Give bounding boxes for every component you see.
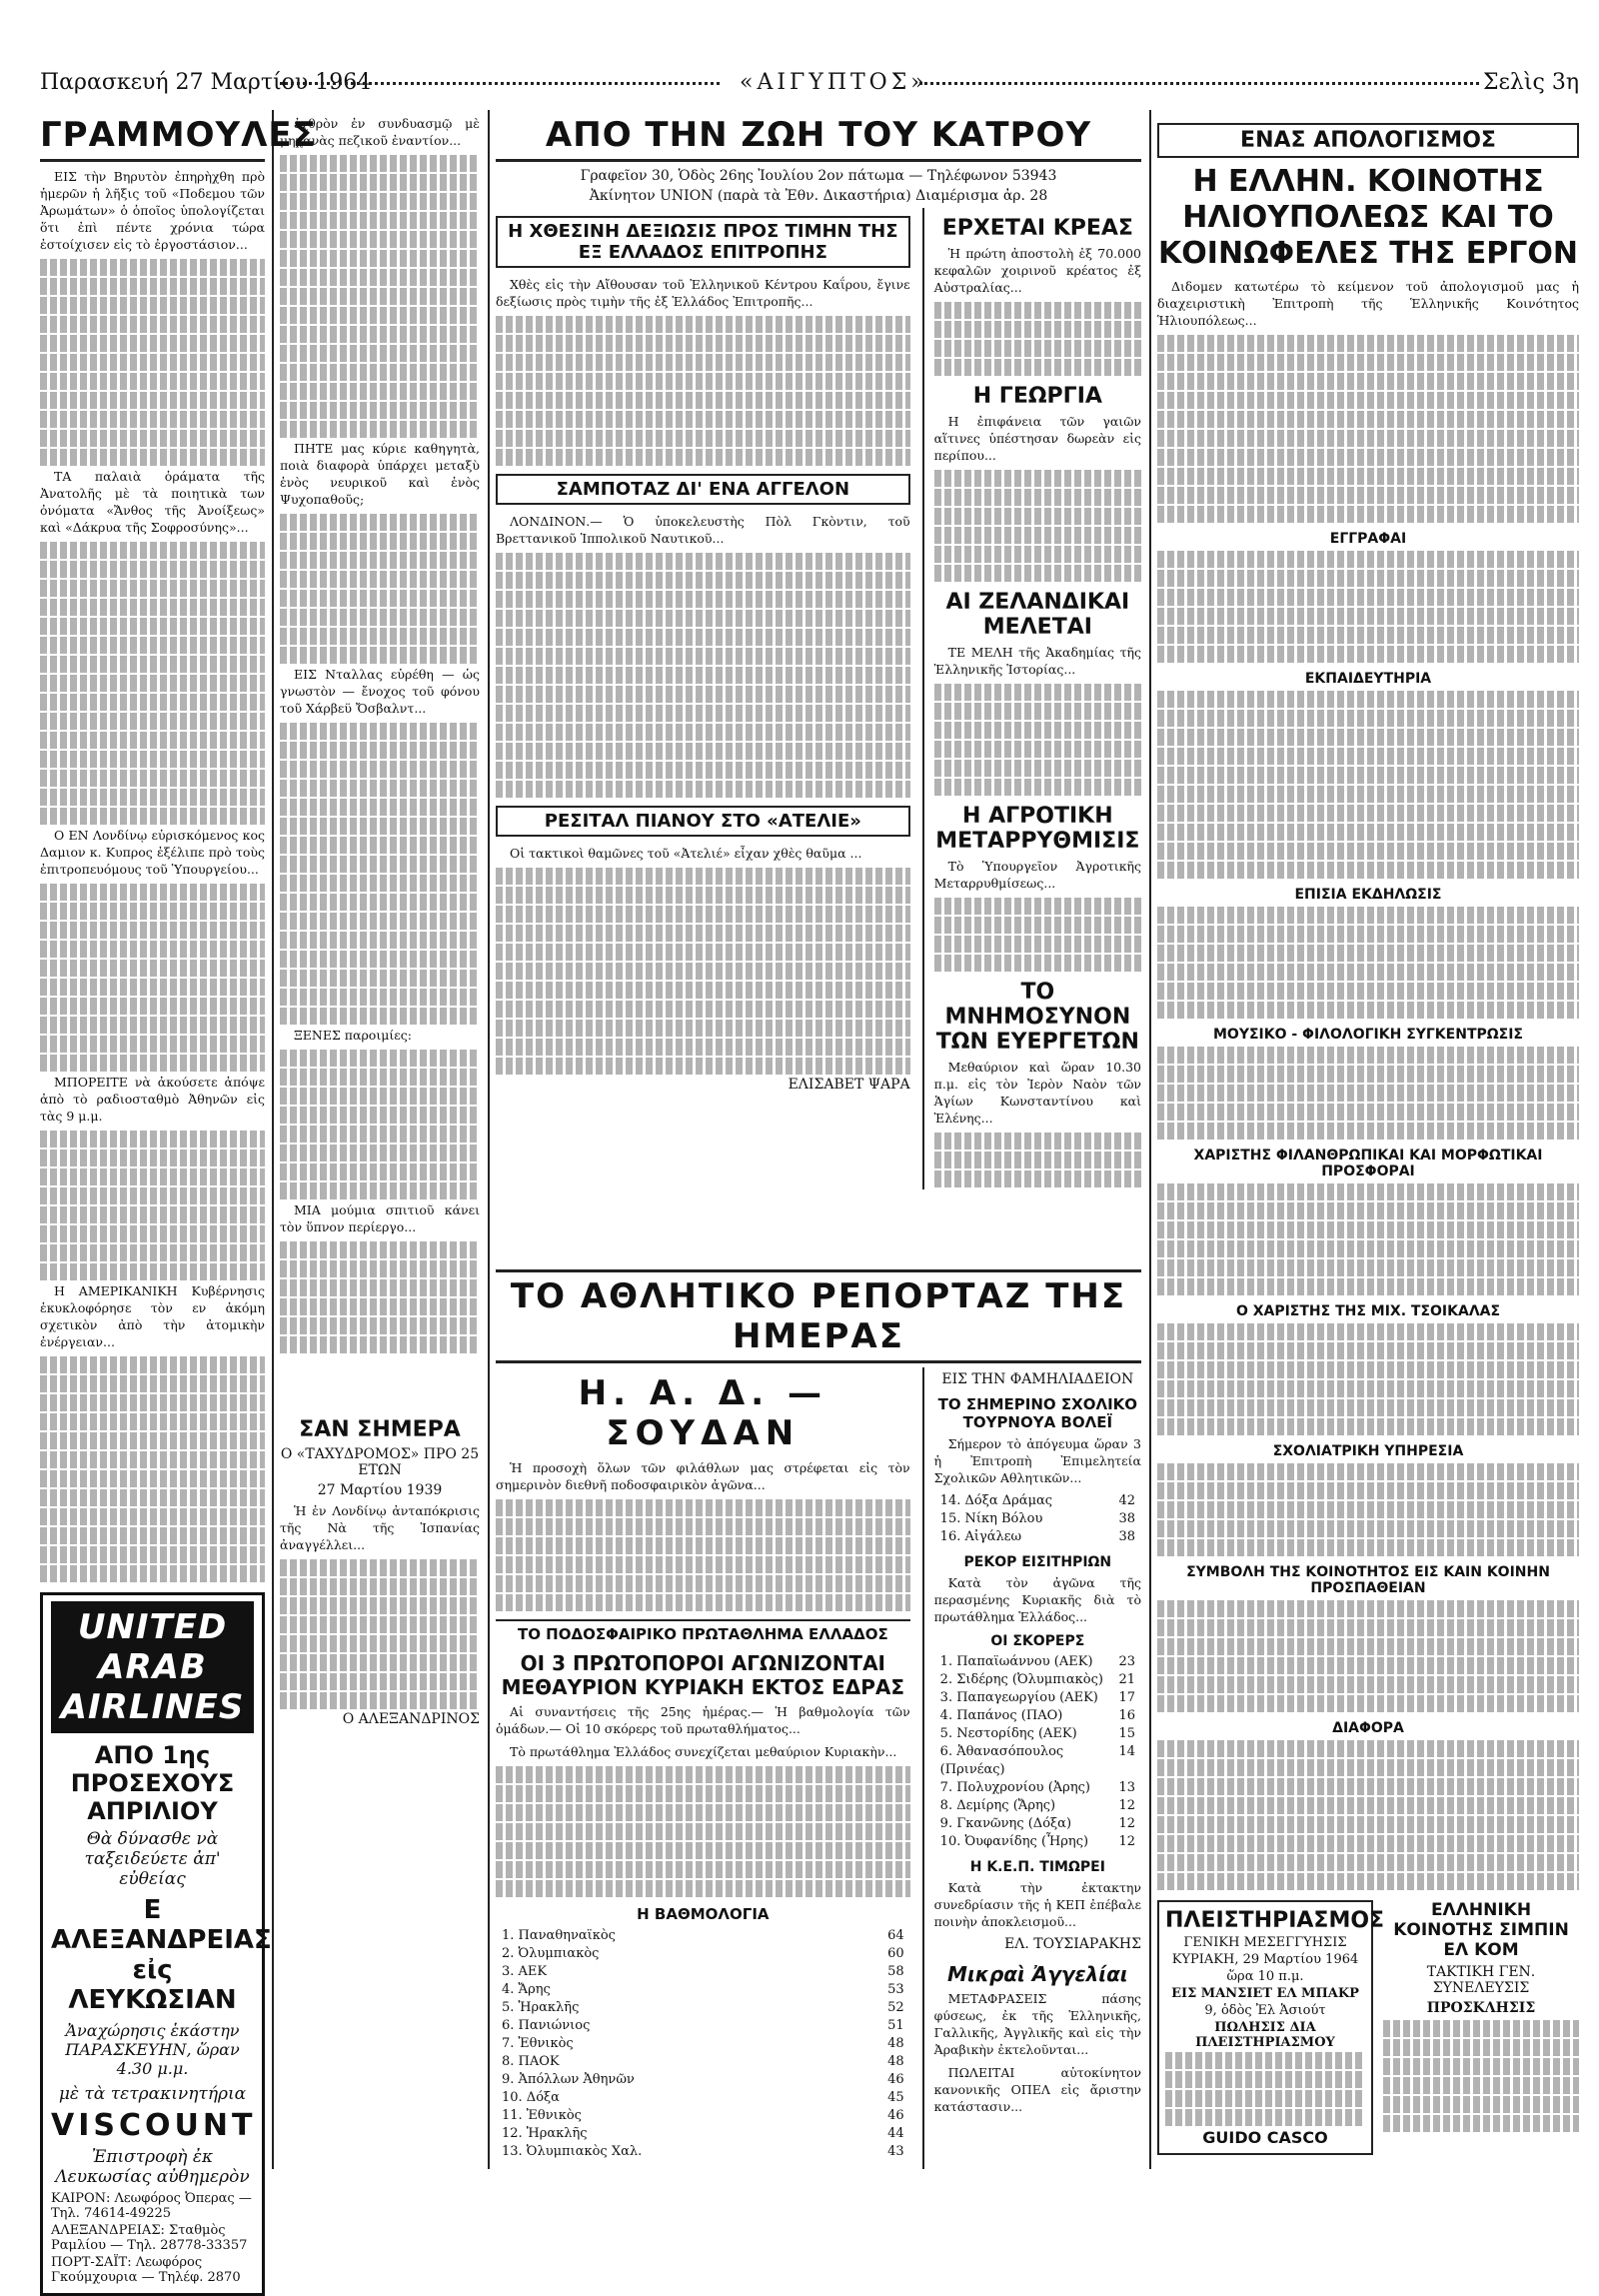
team-name: 5. Ἠρακλῆς (502, 2000, 580, 2015)
points-value: 38 (1118, 1529, 1135, 1544)
team-name: 1. Παναθηναϊκὸς (502, 1928, 616, 1943)
points-value: 12 (1118, 1798, 1135, 1813)
office-address: Γραφεῖον 30, Ὁδὸς 26ης Ἰουλίου 2ον πάτωμα — Τηλέφωνον 53943 (580, 168, 1057, 184)
section-heading: ΑΠΟ ΤΗΝ ΖΩΗ ΤΟΥ ΚΑΤΡΟΥ (496, 115, 1141, 162)
ad-line: Θὰ δύνασθε νὰ ταξειδεύετε ἀπ' εὐθείας (84, 1829, 221, 1889)
table-row (934, 1725, 1141, 1743)
author-signature: ΕΛΙΣΑΒΕΤ ΨΑΡΑ (788, 1077, 910, 1093)
auction-address: 9, ὁδὸς Ἐλ Ἀσιούτ (1204, 2003, 1326, 2018)
airline-advertisement (40, 1592, 272, 2296)
team-name: 4. Ἄρης (502, 1982, 551, 1997)
column-6 (1157, 115, 1579, 2164)
auctioneer-name: GUIDO CASCO (1202, 2128, 1328, 2147)
team-name: 15. Νίκη Βόλου (939, 1511, 1043, 1526)
points-value: 43 (887, 2144, 904, 2159)
points-value: 42 (1118, 1493, 1135, 1508)
section-heading: ΕΝΑΣ ΑΠΟΛΟΓΙΣΜΟΣ (1157, 123, 1579, 158)
column-rule (272, 110, 274, 2169)
article-paragraph: Ἡ πρώτη ἀποστολὴ ἐξ 70.000 κεφαλῶν χοιρινοῦ κρέατος ἐξ Αὐστραλίας... (933, 246, 1141, 295)
article-heading: ΡΕΚΟΡ ΕΙΣΙΤΗΡΙΩΝ (963, 1554, 1112, 1570)
team-name: 13. Ὀλυμπιακὸς Χαλ. (502, 2144, 643, 2159)
page-number: Σελὶς 3η (1482, 70, 1579, 95)
points-value: 12 (1118, 1834, 1135, 1849)
points-value: 60 (887, 1946, 904, 1961)
points-value: 45 (887, 2090, 904, 2105)
team-name: 6. Πανιώνιος (502, 2018, 591, 2033)
standings-table-continued (934, 1492, 1141, 1546)
team-name: 11. Ἐθνικὸς (502, 2108, 582, 2123)
auction-title: ΠΛΕΙΣΤΗΡΙΑΣΜΟΣ (1165, 1908, 1385, 1933)
points-value: 48 (887, 2036, 904, 2051)
article-heading: ΣΑΜΠΟΤΑΖ ΔΙ' ΕΝΑ ΑΓΓΕΛΟΝ (496, 474, 910, 505)
subsection-heading: ΜΟΥΣΙΚΟ - ΦΙΛΟΛΟΓΙΚΗ ΣΥΓΚΕΝΤΡΩΣΙΣ (1212, 1027, 1523, 1043)
article-heading: Η ΑΓΡΟΤΙΚΗ ΜΕΤΑΡΡΥΘΜΙΣΙΣ (935, 804, 1140, 854)
table-row (496, 2143, 910, 2161)
article-heading: ΑΙ ΖΕΛΑΝΔΙΚΑΙ ΜΕΛΕΤΑΙ (945, 590, 1130, 640)
section-tag: Ο «ΤΑΧΥΔΡΟΜΟΣ» ΠΡΟ 25 ΕΤΩΝ (280, 1446, 480, 1478)
subsection-heading: ΣΧΟΛΙΑΤΡΙΚΗ ΥΠΗΡΕΣΙΑ (1272, 1443, 1464, 1459)
article-paragraph: ΜΠΟΡΕΙΤΕ νὰ ἀκούσετε ἀπόψε ἀπὸ τὸ ραδιοσταθμὸ Ἀθηνῶν εἰς τὰς 9 μ.μ. (40, 1075, 265, 1124)
article-paragraph: Ο ΕΝ Λονδίνῳ εὐρισκόμενος κος Δαμιον κ. Κυπρος ἐξέλιπε πρὸ τοὺς ἐπιτροπευόμους τοῦ Ὑπουργείου... (40, 828, 265, 877)
team-name: 9. Ἀπόλλων Ἀθηνῶν (502, 2072, 635, 2087)
table-row (934, 1743, 1141, 1779)
table-row (496, 1945, 910, 1963)
points-value: 46 (887, 2108, 904, 2123)
article-paragraph: Διδομεν κατωτέρω τὸ κείμενον τοῦ ἀπολογισμοῦ μας ἡ διαχειριστικὴ Ἐπιτροπὴ τῆς Ἑλληνικῆς Κοινότητος Ἡλιουπόλεως... (1157, 279, 1579, 328)
standings-table (496, 1927, 910, 2161)
ad-contact: ΠΟΡΤ-ΣΑΪΤ: Λεωφόρος Γκούμχουρια — Τηλέφ. 2870 (51, 2255, 241, 2285)
scorers-table (934, 1653, 1141, 1851)
article-paragraph: ΕΙΣ τὴν Βηρυτὸν ἐπηρὴχθη πρὸ ἡμερῶν ἡ λῆξις τοῦ «Ποδεμου τῶν Ἀρωμάτων» ὁ ὁποῖος ὑπολογίζεται ὅτι ἐπὶ πέντε χρόνια τώρα ἐστοίχισεν εἰς τὸ ἐργοστάσιον... (40, 169, 265, 252)
team-name: 10. Δόξα (502, 2090, 560, 2105)
team-name: 14. Δόξα Δράμας (939, 1493, 1053, 1508)
article-heading: ΟΙ ΣΚΟΡΕΡΣ (990, 1633, 1085, 1649)
table-row (496, 1981, 910, 1999)
article-paragraph: ΞΕΝΕΣ παροιμίες: (294, 1028, 412, 1043)
auction-notice (1157, 1900, 1385, 2155)
article-paragraph: Κατὰ τὸν ἀγῶνα τῆς περασμένης Κυριακῆς διὰ τὸ πρωτάθλημα Ἑλλάδος... (933, 1575, 1141, 1624)
ad-line: Ἐπιστροφὴ ἐκ Λευκωσίας αὐθημερὸν (55, 2147, 250, 2187)
table-row (496, 1927, 910, 1945)
article-paragraph: Οἱ τακτικοὶ θαμῶνες τοῦ «Ἀτελιέ» εἶχαν χθὲς θαῦμα ... (510, 846, 862, 861)
points-value: 17 (1118, 1690, 1135, 1705)
cairo-life-section (496, 115, 1141, 1264)
section-heading: ΣΑΝ ΣΗΜΕΡΑ (299, 1417, 461, 1442)
article-heading: ΤΟ ΜΝΗΜΟΣΥΝΟΝ ΤΩΝ ΕΥΕΡΓΕΤΩΝ (935, 980, 1139, 1055)
ad-contact: ΑΛΕΞΑΝΔΡΕΙΑΣ: Σταθμὸς Ραμλίου — Τηλ. 28778-33357 (51, 2223, 248, 2253)
table-row (934, 1815, 1141, 1833)
points-value: 52 (887, 2000, 904, 2015)
subsection-heading: ΔΙΑΦΟΡΑ (1332, 1720, 1404, 1736)
article-paragraph: ΕΙΣ Νταλλας εὑρέθη — ὡς γνωστὸν — ἔνοχος τοῦ φόνου τοῦ Χάρβεϋ Ὄσβαλντ... (280, 667, 480, 716)
table-row (496, 2125, 910, 2143)
issue-date: Παρασκευή 27 Μαρτίου 1964 (40, 70, 372, 95)
table-row (934, 1797, 1141, 1815)
table-row (496, 2017, 910, 2035)
article-heading: ΤΟ ΠΟΔΟΣΦΑΙΡΙΚΟ ΠΡΩΤΑΘΛΗΜΑ ΕΛΛΑΔΟΣ (496, 1619, 910, 1643)
team-name: 16. Αἰγάλεω (939, 1529, 1022, 1544)
team-name: 6. Ἀθανασόπουλος (Πρινέας) (939, 1744, 1064, 1777)
divider-dots (919, 82, 1479, 85)
article-heading: ΡΕΣΙΤΑΛ ΠΙΑΝΟΥ ΣΤΟ «ΑΤΕΛΙΕ» (496, 806, 910, 837)
points-value: 13 (1118, 1780, 1135, 1795)
points-value: 53 (887, 1982, 904, 1997)
team-name: 8. Δεμίρης (Ἄρης) (939, 1798, 1056, 1813)
article-paragraph: ΠΗΤΕ μας κύριε καθηγητὰ, ποιὰ διαφορὰ ὑπάρχει μεταξὺ ἐνὸς νευρικοῦ καὶ ἐνὸς Ψυχοπαθοῦς; (280, 441, 480, 507)
paper-name: «ΑΙΓΥΠΤΟΣ» (740, 70, 928, 95)
subsection-heading: Ο ΧΑΡΙΣΤΗΣ ΤΗΣ ΜΙΧ. ΤΣΟΙΚΑΛΑΣ (1235, 1303, 1501, 1319)
team-name: 2. Σιδέρης (Ὀλυμπιακὸς) (939, 1672, 1103, 1687)
subsection-heading: ΕΓΓΡΑΦΑΙ (1329, 531, 1407, 547)
table-row (496, 2089, 910, 2107)
table-row (934, 1833, 1141, 1851)
points-value: 46 (887, 2072, 904, 2087)
team-name: 10. Ὀυφανίδης (Ἦρης) (939, 1834, 1089, 1849)
table-row (496, 2035, 910, 2053)
auction-time: ὥρα 10 π.μ. (1226, 1969, 1304, 1984)
article-paragraph: ΛΟΝΔΙΝΟΝ.— Ὁ ὑποκελευστὴς Πὸλ Γκὸντιν, τοῦ Βρεττανικοῦ Ἱππολικοῦ Ναυτικοῦ... (496, 514, 910, 546)
points-value: 64 (887, 1928, 904, 1943)
article-paragraph: ΤΕ ΜΕΛΗ τῆς Ἀκαδημίας τῆς Ἑλληνικῆς Ἱστορίας... (933, 645, 1141, 677)
subsection-heading: ΣΥΜΒΟΛΗ ΤΗΣ ΚΟΙΝΟΤΗΤΟΣ ΕΙΣ ΚΑΙΝ ΚΟΙΝΗΝ ΠΡΟΣΠΑΘΕΙΑΝ (1186, 1564, 1550, 1596)
article-paragraph: Κατὰ τὴν ἐκτακτην συνεδρίασιν τῆς ἡ ΚΕΠ ἐπέβαλε ποινὴν ἀποκλεισμοῦ... (933, 1880, 1141, 1929)
ad-route: Ε ΑΛΕΞΑΝΔΡΕΙΑΣ εἰς ΛΕΥΚΩΣΙΑΝ (51, 1895, 272, 2015)
team-name: 7. Πολυχρονίου (Ἀρης) (939, 1780, 1090, 1795)
ad-aircraft: VISCOUNT (51, 2108, 257, 2143)
article-heading: Η ΧΘΕΣΙΝΗ ΔΕΞΙΩΣΙΣ ΠΡΟΣ ΤΙΜΗΝ ΤΗΣ ΕΞ ΕΛΛΑΔΟΣ ΕΠΙΤΡΟΠΗΣ (496, 216, 910, 268)
section-date: 27 Μαρτίου 1939 (317, 1482, 443, 1498)
ad-start-date: ΑΠΟ 1ης ΠΡΟΣΕΧΟΥΣ ΑΠΡΙΛΙΟΥ (70, 1741, 235, 1825)
team-name: 8. ΠΑΟΚ (502, 2054, 560, 2069)
points-value: 12 (1118, 1816, 1135, 1831)
article-paragraph: Η ΑΜΕΡΙΚΑΝΙΚΗ Κυβέρνησις ἐκυκλοφόρησε τὸν εν ἀκόμη σχετικὸν ἀπὸ τὴν ἀτομικὴν ἐνέργειαν... (40, 1283, 265, 1349)
table-row (934, 1510, 1141, 1528)
team-name: 7. Ἐθνικὸς (502, 2036, 574, 2051)
team-name: 5. Νεστορίδης (ΑΕΚ) (939, 1726, 1077, 1741)
sports-section (496, 1269, 1141, 2169)
article-paragraph: Η ἐπιφάνεια τῶν γαιῶν αἵτινες ὑπέστησαν δωρεὰν εἰς περίπου... (933, 414, 1141, 463)
article-heading: ΟΙ 3 ΠΡΩΤΟΠΟΡΟΙ ΑΓΩΝΙΖΟΝΤΑΙ ΜΕΘΑΥΡΙΟΝ ΚΥΡΙΑΚΗ ΕΚΤΟΣ ΕΔΡΑΣ (501, 1651, 905, 1699)
match-heading: Η. Α. Δ. — ΣΟΥΔΑΝ (578, 1373, 827, 1453)
points-value: 51 (887, 2018, 904, 2033)
classified-ad: ΠΩΛΕΙΤΑΙ αὐτοκίνητον κανονικῆς ΟΠΕΛ εἰς ἄριστην κατάστασιν... (933, 2065, 1141, 2114)
article-heading: ΕΡΧΕΤΑΙ ΚΡΕΑΣ (941, 216, 1133, 241)
article-heading: Η Κ.Ε.Π. ΤΙΜΩΡΕΙ (969, 1859, 1105, 1875)
article-paragraph: Σήμερον τὸ ἀπόγευμα ὥραν 3 ἡ Ἐπιτροπὴ Ἐπιμελητεία Σχολικῶν Αθλητικῶν... (933, 1436, 1141, 1485)
notice-line: ΠΡΟΣΚΛΗΣΙΣ (1426, 2000, 1536, 2016)
auction-line: ΓΕΝΙΚΗ ΜΕΣΕΓΓΥΗΣΙΣ (1183, 1935, 1347, 1950)
ad-line: μὲ τὰ τετρακινητήρια (58, 2084, 247, 2104)
classified-ad: ΜΕΤΑΦΡΑΣΕΙΣ πάσης φύσεως, ἐκ τῆς Ἑλληνικῆς, Γαλλικῆς, Ἀγγλικῆς καὶ εἰς τὴν Ἀραβικὴν ἐκτελοῦνται... (933, 1991, 1141, 2057)
column-rule (1149, 110, 1151, 2169)
masthead (40, 70, 1579, 98)
team-name: 12. Ἡρακλῆς (502, 2126, 588, 2141)
table-row (496, 2107, 910, 2125)
table-row (934, 1653, 1141, 1671)
points-value: 38 (1118, 1511, 1135, 1526)
article-paragraph: Ἡ ἐν Λονδίνῳ ἀνταπόκρισις τῆς Νὰ τῆς Ἱσπανίας ἀναγγέλλει... (280, 1503, 480, 1552)
table-row (496, 2071, 910, 2089)
notice-title: ΕΛΛΗΝΙΚΗ ΚΟΙΝΟΤΗΣ ΣΙΜΠΙΝ ΕΛ ΚΟΜ (1393, 1900, 1569, 1960)
subsection-heading: ΧΑΡΙΣΤΗΣ ΦΙΛΑΝΘΡΩΠΙΚΑΙ ΚΑΙ ΜΟΡΦΩΤΙΚΑΙ ΠΡΟΣΦΟΡΑΙ (1193, 1148, 1543, 1179)
column-1 (40, 115, 317, 2285)
points-value: 48 (887, 2054, 904, 2069)
community-notice (1383, 1892, 1579, 2163)
team-name: 4. Παπάνος (ΠΑΟ) (939, 1708, 1063, 1723)
points-value: 14 (1118, 1744, 1135, 1759)
divider-dots (280, 82, 720, 85)
points-value: 23 (1118, 1654, 1135, 1669)
table-row (934, 1779, 1141, 1797)
column-rule (488, 110, 490, 2169)
table-row (934, 1492, 1141, 1510)
table-row (496, 2053, 910, 2071)
subsection-heading: ΕΚΠΑΙΔΕΥΤΗΡΙΑ (1304, 671, 1432, 687)
table-row (934, 1689, 1141, 1707)
newspaper-page (40, 70, 1579, 2285)
points-value: 44 (887, 2126, 904, 2141)
sports-banner: ΤΟ ΑΘΛΗΤΙΚΟ ΡΕΠΟΡΤΑΖ ΤΗΣ ΗΜΕΡΑΣ (496, 1269, 1141, 1363)
venue-label: ΕΙΣ ΤΗΝ ΦΑΜΗΛΙΑΔΕΙΟΝ (941, 1371, 1134, 1387)
auction-location: ΕΙΣ ΜΑΝΣΙΕΤ ΕΛ ΜΠΑΚΡ (1171, 1986, 1359, 2001)
table-row (496, 1999, 910, 2017)
team-name: 2. Ὀλυμπιακὸς (502, 1946, 600, 1961)
column-heading: ΓΡΑΜΜΟΥΛΕΣ (40, 115, 265, 162)
article-heading: Η ΒΑΘΜΟΛΟΓΙΑ (637, 1905, 770, 1923)
article-paragraph: ΤΑ παλαιὰ ὁράματα τῆς Ἀνατολῆς μὲ τὰ ποιητικὰ των ὀνόματα «Ἄνθος τῆς Ἀνοίξεως» καὶ «Δάκρυα τῆς Σοφροσύνης»... (40, 469, 265, 535)
points-value: 16 (1118, 1708, 1135, 1723)
ad-departure: Ἀναχώρησις ἑκάστην ΠΑΡΑΣΚΕΥΗΝ, ὥραν 4.30 μ.μ. (65, 2021, 240, 2078)
article-paragraph: Χθὲς εἰς τὴν Αἴθουσαν τοῦ Ἑλληνικοῦ Κέντρου Καΐρου, ἔγινε δεξίωσις πρὸς τιμὴν τῆς ἐξ Ἑλλάδος Ἐπιτροπῆς... (496, 277, 910, 309)
author-signature: Ο ΑΛΕΞΑΝΔΡΙΝΟΣ (342, 1711, 480, 1727)
article-heading: ΤΟ ΣΗΜΕΡΙΝΟ ΣΧΟΛΙΚΟ ΤΟΥΡΝΟΥΑ ΒΟΛΕΪ (937, 1395, 1138, 1431)
column-2-history (280, 1409, 480, 1727)
article-paragraph: Μεθαύριον καὶ ὥραν 10.30 π.μ. εἰς τὸν Ἱερὸν Ναὸν τῶν Ἁγίων Κωνσταντίνου καὶ Ἑλένης... (933, 1060, 1141, 1126)
table-row (496, 1963, 910, 1981)
points-value: 15 (1118, 1726, 1135, 1741)
article-paragraph: ΜΙΑ μούμια σπιτιοῦ κάνει τὸν ὕπνον περίεργο... (280, 1202, 480, 1234)
author-signature: ΕΛ. ΤΟΥΣΙΑΡΑΚΗΣ (1004, 1936, 1141, 1952)
article-heading: Η ΕΛΛΗΝ. ΚΟΙΝΟΤΗΣ ΗΛΙΟΥΠΟΛΕΩΣ ΚΑΙ ΤΟ ΚΟΙΝΩΦΕΛΕΣ ΤΗΣ ΕΡΓΟΝ (1158, 164, 1578, 271)
auction-date: ΚΥΡΙΑΚΗ, 29 Μαρτίου 1964 (1171, 1952, 1359, 1967)
team-name: 3. ΑΕΚ (502, 1964, 548, 1979)
auction-line: ΠΩΛΗΣΙΣ ΔΙΑ ΠΛΕΙΣΤΗΡΙΑΣΜΟΥ (1195, 2020, 1335, 2050)
article-paragraph: ἐχθρὸν ἐν συνδυασμῷ μὲ μηχανὰς πεζικοῦ ἐναντίον... (280, 116, 480, 148)
article-paragraph: Τὸ πρωτάθλημα Ἑλλάδος συνεχίζεται μεθαύριον Κυριακὴν... (510, 1744, 897, 1759)
office-address: Ἀκίνητον UNION (παρὰ τὰ Ἐθν. Δικαστήρια) Διαμέρισμα ἀρ. 28 (589, 188, 1048, 204)
team-name: 1. Παπαϊωάννου (ΑΕΚ) (939, 1654, 1093, 1669)
article-paragraph: Ἡ προσοχὴ ὅλων τῶν φιλάθλων μας στρέφεται εἰς τὸν σημερινὸν διεθνῆ ποδοσφαιρικὸν ἀγῶνα... (496, 1460, 910, 1492)
team-name: 9. Γκανῶνης (Δόξα) (939, 1816, 1072, 1831)
classifieds-heading: Μικραὶ Ἀγγελίαι (947, 1962, 1128, 1986)
subsection-heading: ΕΠΙΣΙΑ ΕΚΔΗΛΩΣΙΣ (1294, 887, 1442, 903)
points-value: 58 (887, 1964, 904, 1979)
notice-line: ΤΑΚΤΙΚΗ ΓΕΝ. ΣΥΝΕΛΕΥΣΙΣ (1426, 1964, 1536, 1996)
table-row (934, 1671, 1141, 1689)
points-value: 21 (1118, 1672, 1135, 1687)
table-row (934, 1528, 1141, 1546)
table-row (934, 1707, 1141, 1725)
airline-logo: UNITED ARAB AIRLINES (51, 1601, 254, 1733)
ad-contact: ΚΑΙΡΟΝ: Λεωφόρος Ὀπερας — Τηλ. 74614-49225 (51, 2191, 252, 2221)
article-heading: Η ΓΕΩΡΓΙΑ (972, 384, 1102, 409)
article-paragraph: Τὸ Ὑπουργεῖον Ἀγροτικῆς Μεταρρυθμίσεως... (933, 859, 1141, 891)
column-2 (280, 115, 480, 1404)
article-paragraph: Αἱ συναντήσεις τῆς 25ης ἡμέρας.— Ἡ βαθμολογία τῶν ὁμάδων.— Οἱ 10 σκόρερς τοῦ πρωταθλήματος... (496, 1704, 910, 1736)
team-name: 3. Παπαγεωργίου (ΑΕΚ) (939, 1690, 1098, 1705)
